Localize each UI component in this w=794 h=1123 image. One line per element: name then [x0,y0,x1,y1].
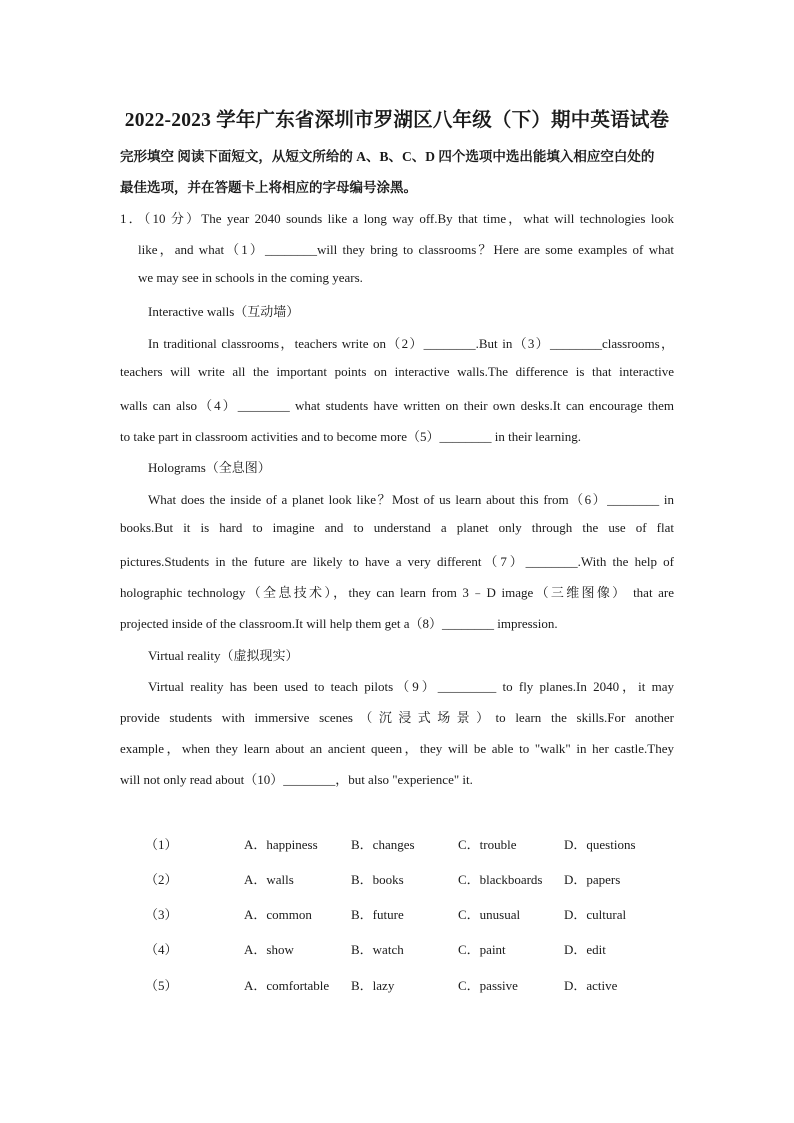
option-row [0,869,794,889]
question-intro-line-2: like，and what（1）________will they bring to classrooms？Here are some examples of what [138,242,674,257]
option-number: （2） [145,872,178,887]
option-d[interactable]: D．papers [564,872,621,887]
option-c[interactable]: C．passive [458,978,518,993]
option-a[interactable]: A．show [244,942,294,957]
option-b[interactable]: B．lazy [351,978,395,993]
passage-line: In traditional classrooms，teachers write on（2）________.But in（3）________classrooms， [148,336,674,351]
question-intro-line-3: we may see in schools in the coming years. [138,270,363,285]
passage-line: pictures.Students in the future are likely to have a very different（7）________.With the help of [120,554,674,569]
section-heading-holograms: Holograms（全息图） [148,460,271,475]
passage-line: books.But it is hard to imagine and to understand a planet only through the use of flat [120,520,674,535]
option-b[interactable]: B．watch [351,942,404,957]
option-d[interactable]: D．cultural [564,907,627,922]
option-a[interactable]: A．common [244,907,312,922]
option-b[interactable]: B．changes [351,837,415,852]
option-c[interactable]: C．trouble [458,837,517,852]
option-row [0,975,794,995]
option-number: （3） [145,907,178,922]
page-title: 2022-2023 学年广东省深圳市罗湖区八年级（下）期中英语试卷 [124,110,670,131]
option-a[interactable]: A．walls [244,872,294,887]
option-d[interactable]: D．active [564,978,618,993]
instruction-line-1: 完形填空 阅读下面短文，从短文所给的 A、B、C、D 四个选项中选出能填入相应空白处的 [120,149,655,164]
passage-line: holographic technology（全息技术），they can learn from 3﹣D image（三维图像） that are [120,585,674,600]
passage-line: provide students with immersive scenes（沉浸式场景）to learn the skills.For another [120,710,674,725]
option-c[interactable]: C．paint [458,942,506,957]
option-number: （5） [145,978,178,993]
passage-line: walls can also（4）________ what students have written on their own desks.It can encourage them [120,398,674,413]
passage-line: to take part in classroom activities and to become more（5）________ in their learning. [120,429,582,444]
option-number: （4） [145,942,178,957]
passage-line: will not only read about（10）________，but also "experience" it. [120,772,473,787]
option-b[interactable]: B．books [351,872,404,887]
option-row [0,939,794,959]
option-number: （1） [145,837,178,852]
instruction-line-2: 最佳选项，并在答题卡上将相应的字母编号涂黑。 [120,180,417,195]
passage-line: What does the inside of a planet look like？Most of us learn about this from（6）________ in [148,492,674,507]
option-row [0,834,794,854]
section-heading-virtual-reality: Virtual reality（虚拟现实） [148,648,299,663]
passage-line: Virtual reality has been used to teach pilots（9）_________ to fly planes.In 2040，it may [148,679,674,694]
question-intro-line-1: 1．（10 分）The year 2040 sounds like a long way off.By that time，what will technologies look [120,211,674,226]
section-heading-interactive-walls: Interactive walls（互动墙） [148,304,300,319]
option-b[interactable]: B．future [351,907,404,922]
passage-line: example，when they learn about an ancient queen，they will be able to "walk" in her castle.They [120,741,674,756]
option-row [0,904,794,924]
option-c[interactable]: C．unusual [458,907,521,922]
option-a[interactable]: A．happiness [244,837,318,852]
option-d[interactable]: D．edit [564,942,606,957]
passage-line: teachers will write all the important points on interactive walls.The difference is that interactive [120,364,674,379]
option-c[interactable]: C．blackboards [458,872,543,887]
passage-line: projected inside of the classroom.It will help them get a（8）________ impression. [120,616,558,631]
option-a[interactable]: A．comfortable [244,978,330,993]
option-d[interactable]: D．questions [564,837,636,852]
